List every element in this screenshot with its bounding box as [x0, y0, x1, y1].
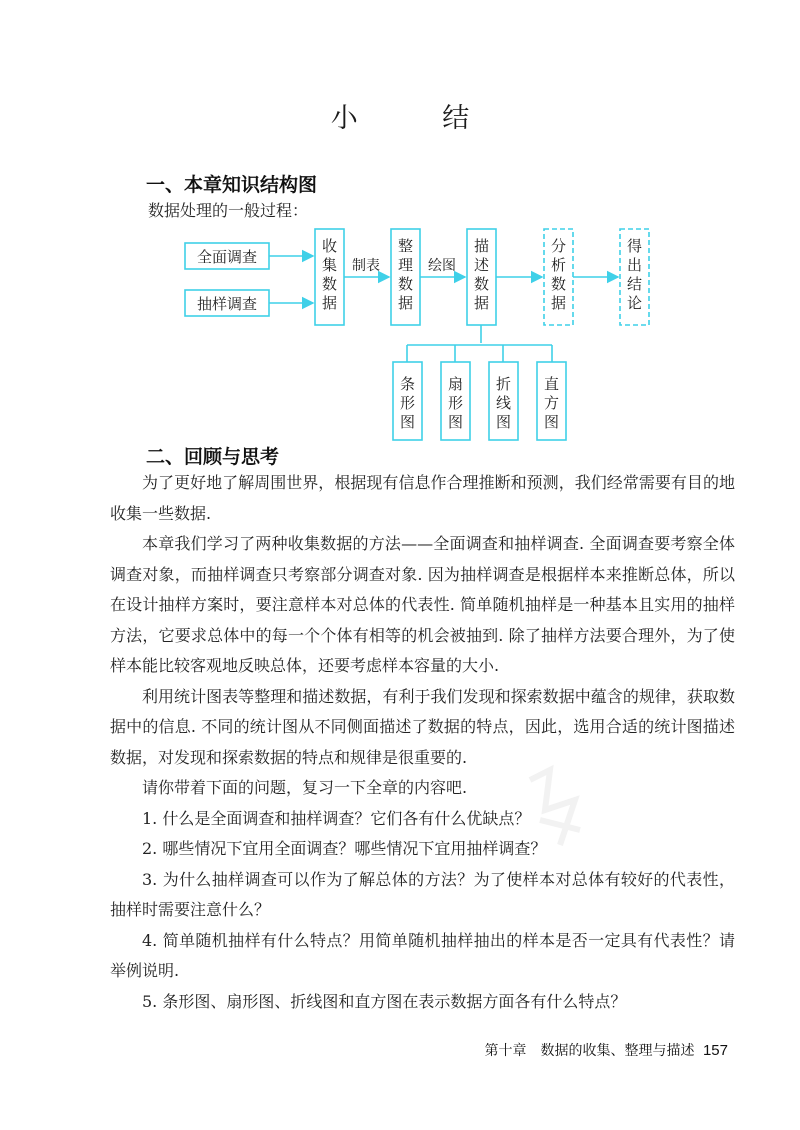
paragraph-charts: 利用统计图表等整理和描述数据，有利于我们发现和探索数据中蕴含的规律，获取数据中的信息. 不同的统计图从不同侧面描述了数据的特点，因此，选用合适的统计图描述数据，对发现和探索数据的特点和规律是很重要的.: [110, 686, 735, 767]
svg-text:据: 据: [321, 294, 338, 312]
svg-text:线: 线: [495, 394, 512, 412]
analyze-data-text: [551, 237, 566, 312]
svg-text:图: 图: [543, 413, 560, 431]
page-title: 小 结: [330, 103, 508, 134]
paragraph-methods: 本章我们学习了两种收集数据的方法——全面调查和抽样调查. 全面调查要考察全体调查对象，而抽样调查只考察部分调查对象. 因为抽样调查是根据样本来推断总体，所以在设计抽样方案时，要注意样本对总体的代表性. 简单随机抽样是一种基本且实用的抽样方法，它要求总体中的每一个个体有相等的机会被抽到. 除了抽样方法要合理外，为了使样本能比较客观地反映总体，还要考虑样本容量的大小.: [110, 534, 735, 675]
svg-text:图: 图: [447, 413, 464, 431]
collect-data-text: [322, 237, 337, 312]
svg-text:集: 集: [321, 256, 338, 274]
question-1: 1. 什么是全面调查和抽样调查？它们各有什么优缺点？: [142, 808, 531, 828]
svg-text:条: 条: [399, 375, 416, 393]
paragraph-intro: 为了更好地了解周围世界，根据现有信息作合理推断和预测，我们经常需要有目的地收集一些数据.: [110, 473, 735, 523]
question-5: 5. 条形图、扇形图、折线图和直方图在表示数据方面各有什么特点？: [142, 991, 627, 1011]
histogram-text: [544, 375, 559, 431]
review-text: [110, 468, 735, 1017]
svg-text:整: 整: [397, 237, 414, 255]
conclude-text: [627, 237, 642, 312]
svg-text:理: 理: [397, 256, 414, 274]
svg-text:数: 数: [550, 275, 567, 293]
question-2: 2. 哪些情况下宜用全面调查？哪些情况下宜用抽样调查？: [142, 839, 547, 858]
full-survey-label: 全面调查: [196, 248, 258, 266]
svg-text:论: 论: [626, 294, 643, 312]
svg-text:得: 得: [626, 237, 643, 255]
footer-chapter: 第十章 数据的收集、整理与描述: [484, 1043, 695, 1059]
draw-label: 绘图: [428, 258, 456, 274]
svg-text:据: 据: [550, 294, 567, 312]
svg-text:形: 形: [447, 394, 464, 412]
line-chart-text: [496, 375, 511, 431]
organize-data-text: [398, 237, 413, 312]
svg-text:数: 数: [473, 275, 490, 293]
diagram-intro: 数据处理的一般过程：: [148, 201, 309, 220]
svg-text:数: 数: [397, 275, 414, 293]
svg-text:形: 形: [399, 394, 416, 412]
section-heading-structure: 一、本章知识结构图: [146, 174, 318, 196]
describe-data-text: [474, 237, 489, 312]
svg-text:折: 折: [495, 375, 512, 393]
svg-text:方: 方: [543, 394, 560, 412]
sample-survey-label: 抽样调查: [196, 295, 258, 313]
svg-text:述: 述: [473, 256, 490, 274]
knowledge-structure-diagram: [0, 0, 800, 460]
svg-text:出: 出: [626, 256, 643, 274]
svg-text:图: 图: [495, 413, 512, 431]
page-number: 157: [702, 1042, 728, 1059]
svg-text:分: 分: [550, 237, 567, 255]
pie-chart-text: [448, 375, 463, 431]
bar-chart-text: [400, 375, 415, 431]
svg-text:直: 直: [543, 375, 560, 393]
svg-text:数: 数: [321, 275, 338, 293]
question-4: 4. 简单随机抽样有什么特点？用简单随机抽样抽出的样本是否一定具有代表性？请举例说明.: [110, 930, 735, 980]
page-footer: [485, 1040, 728, 1060]
paragraph-prompt: 请你带着下面的问题，复习一下全章的内容吧.: [142, 778, 468, 797]
svg-text:描: 描: [473, 237, 490, 255]
question-3: 3. 为什么抽样调查可以作为了解总体的方法？为了使样本对总体有较好的代表性，抽样时需要注意什么？: [110, 869, 735, 919]
svg-text:析: 析: [550, 256, 567, 274]
svg-text:图: 图: [399, 413, 416, 431]
tabulate-label: 制表: [352, 258, 380, 274]
svg-text:扇: 扇: [447, 375, 464, 393]
section-heading-review: 二、回顾与思考: [146, 446, 280, 468]
svg-text:据: 据: [397, 294, 414, 312]
svg-text:据: 据: [473, 294, 490, 312]
watermark-graphic: [520, 760, 590, 850]
svg-text:收: 收: [321, 237, 338, 255]
svg-text:结: 结: [626, 275, 643, 293]
